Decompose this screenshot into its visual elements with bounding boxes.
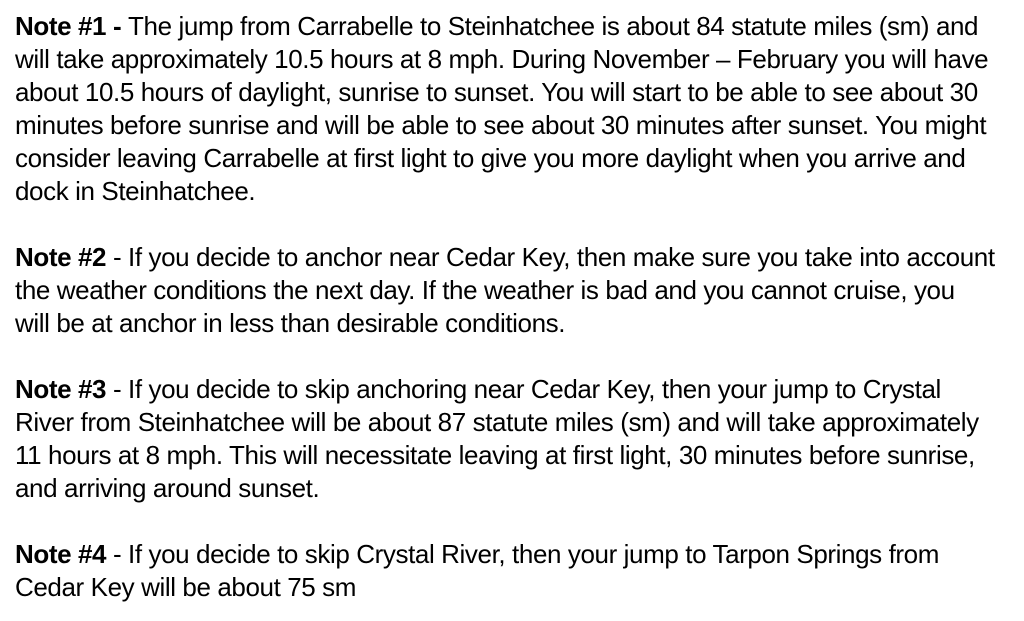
note-first-line-text: - If you decide to anchor near Cedar Key, then make sure you take into account (106, 242, 995, 272)
note-paragraph (15, 241, 1006, 340)
notes-container (15, 10, 1006, 604)
note-paragraph (15, 10, 1006, 208)
note-label: Note #3 (15, 374, 107, 404)
note-line: Cedar Key will be about 75 sm (15, 572, 357, 602)
note-line: 11 hours at 8 mph. This will necessitate leaving at first light, 30 minutes before sunrise, (15, 440, 975, 470)
note-line: minutes before sunrise and will be able to see about 30 minutes after sunset. You might (15, 110, 987, 140)
note-first-line-text: The jump from Carrabelle to Steinhatchee is about 84 statute miles (sm) and (128, 11, 979, 41)
note-paragraph (15, 538, 1006, 604)
note-label: Note #4 (15, 539, 107, 569)
note-label: Note #2 (15, 242, 107, 272)
note-line (15, 373, 1006, 406)
note-line (15, 10, 1006, 43)
note-line: will be at anchor in less than desirable conditions. (15, 308, 566, 338)
note-first-line-text: - If you decide to skip anchoring near Cedar Key, then your jump to Crystal (106, 374, 941, 404)
note-first-line-text: - If you decide to skip Crystal River, then your jump to Tarpon Springs from (106, 539, 940, 569)
note-label: Note #1 - (15, 11, 129, 41)
note-line: about 10.5 hours of daylight, sunrise to sunset. You will start to be able to see about 30 (15, 77, 978, 107)
note-line: consider leaving Carrabelle at first light to give you more daylight when you arrive and (15, 143, 966, 173)
note-line: and arriving around sunset. (15, 473, 320, 503)
note-paragraph (15, 373, 1006, 505)
note-line (15, 538, 1006, 571)
note-line: dock in Steinhatchee. (15, 176, 256, 206)
note-line: River from Steinhatchee will be about 87 statute miles (sm) and will take approximately (15, 407, 979, 437)
note-line (15, 241, 1006, 274)
note-line: will take approximately 10.5 hours at 8 mph. During November – February you will have (15, 44, 989, 74)
note-line: the weather conditions the next day. If the weather is bad and you cannot cruise, you (15, 275, 955, 305)
